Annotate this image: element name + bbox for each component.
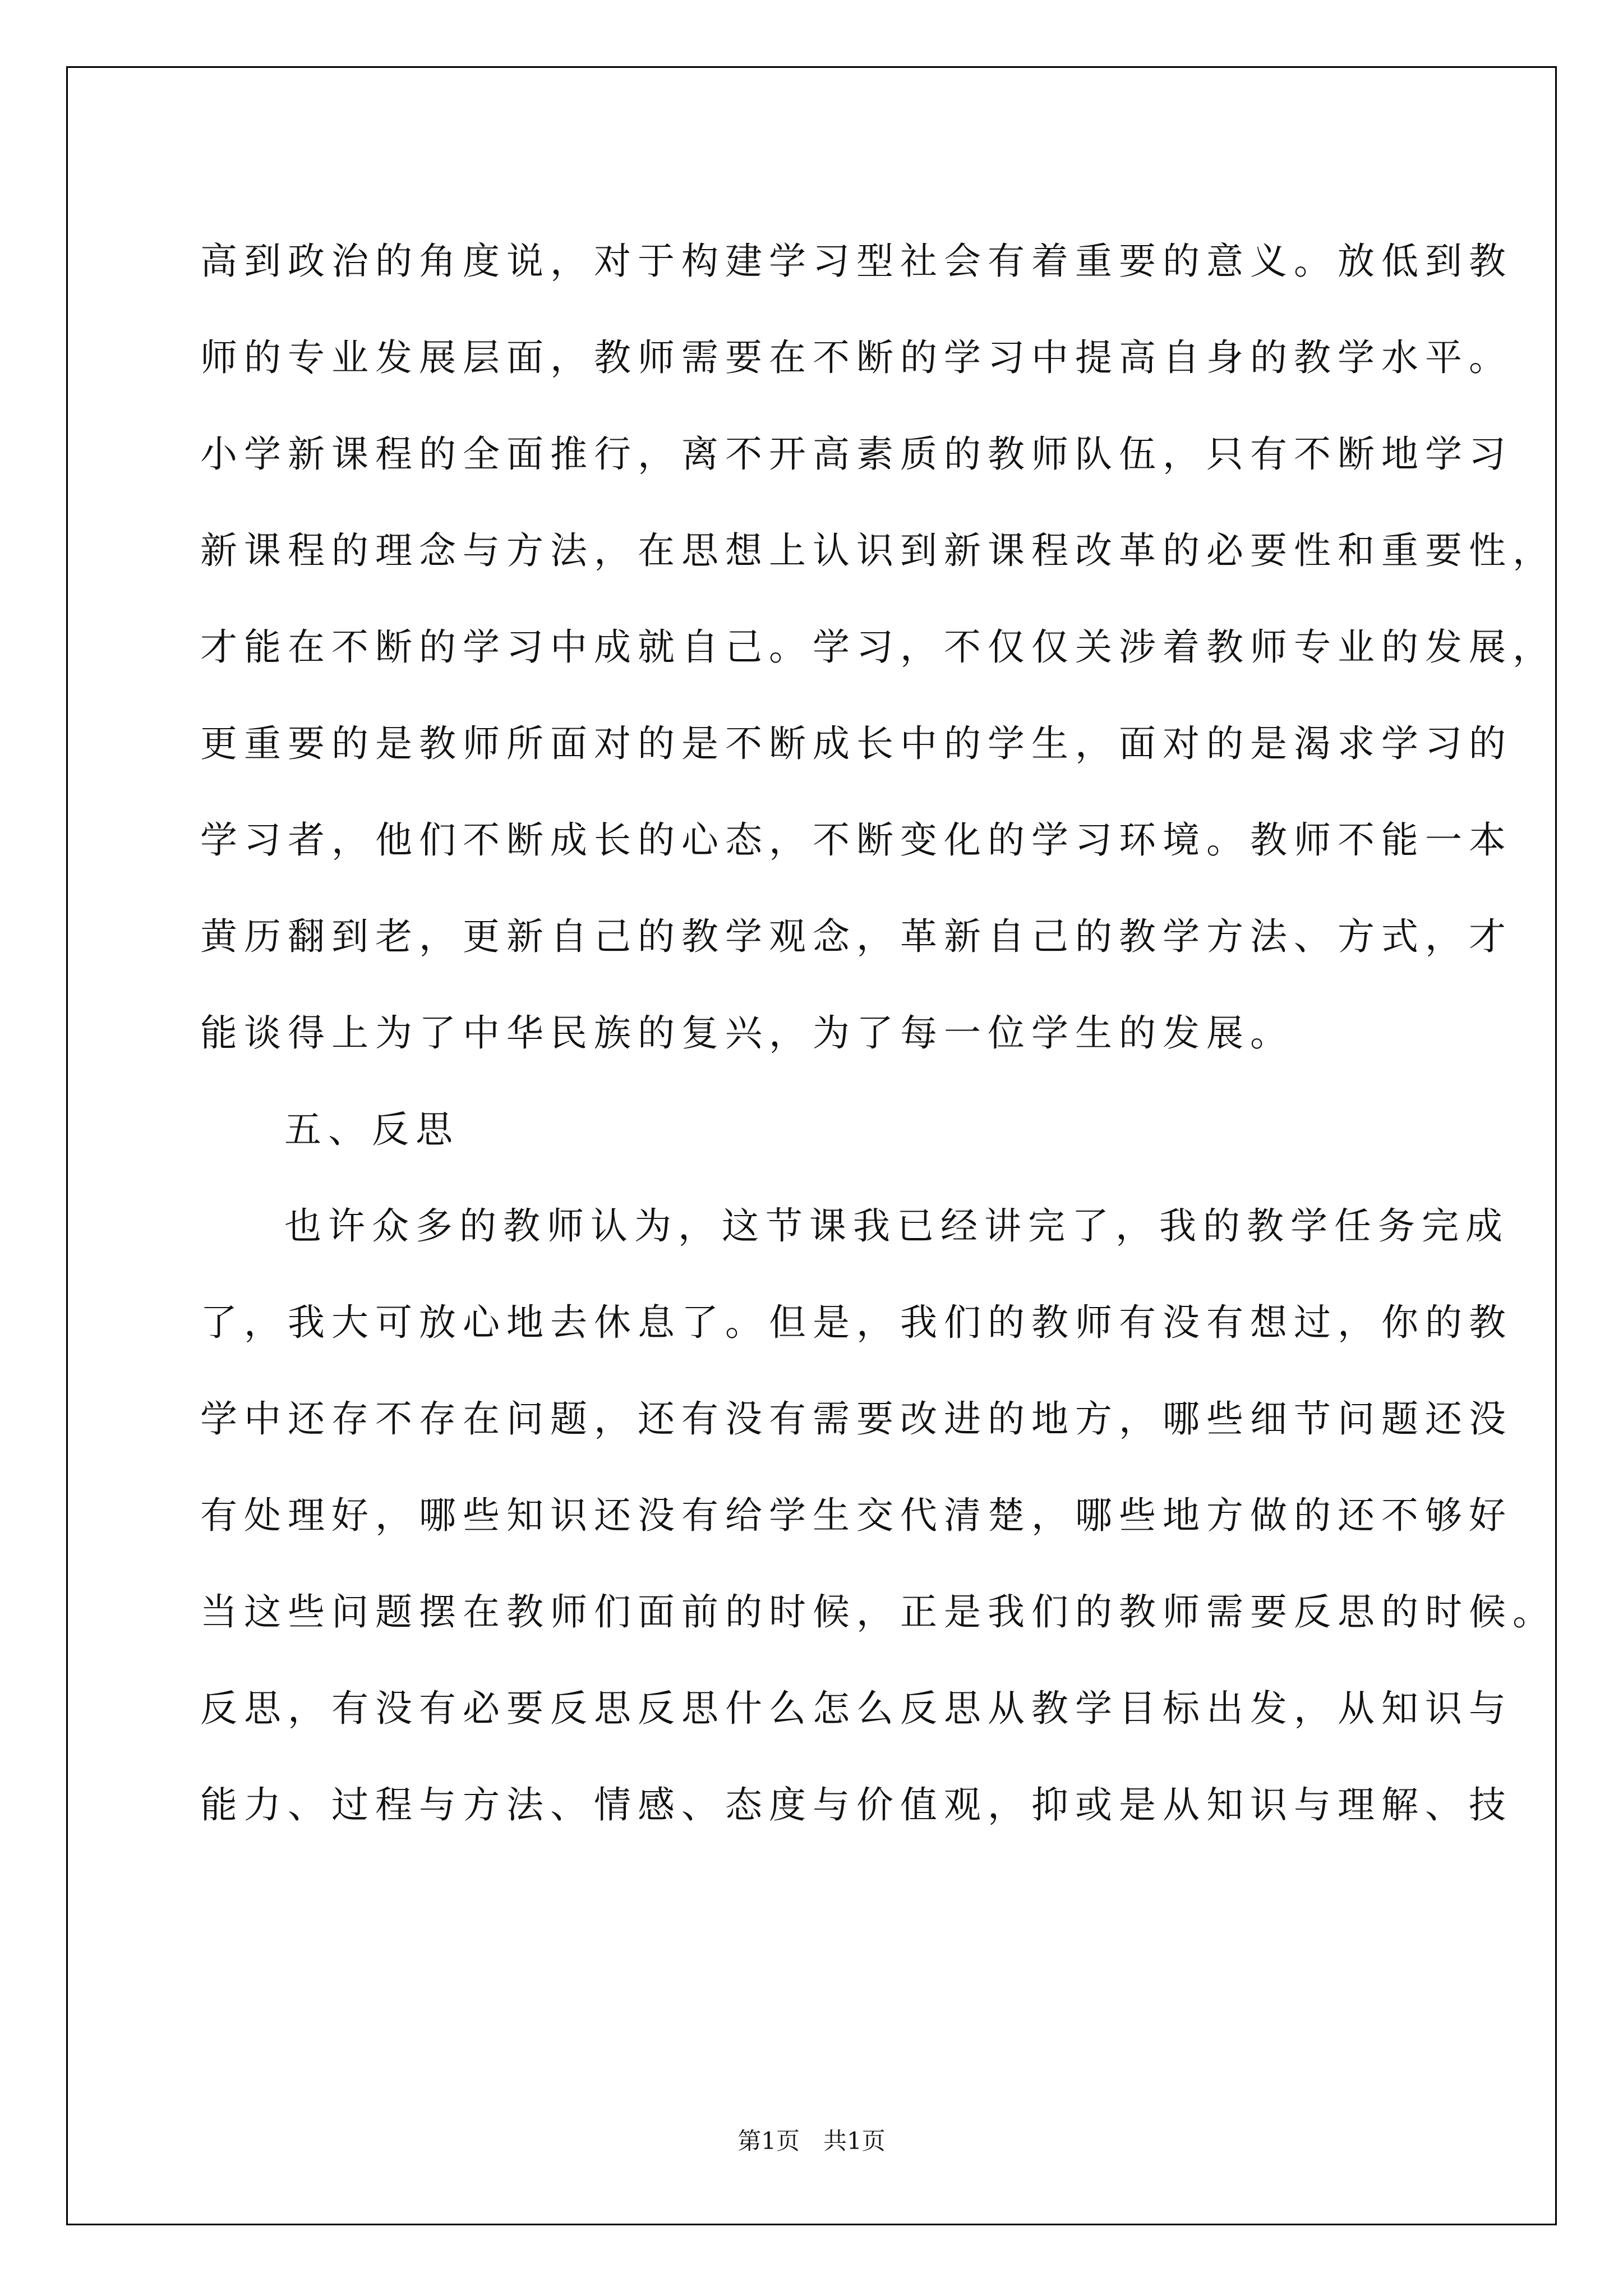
text-line: 高到政治的角度说，对于构建学习型社会有着重要的意义。放低到教 bbox=[200, 240, 1513, 283]
document-body bbox=[200, 213, 1556, 1853]
text-line: 了，我大可放心地去休息了。但是，我们的教师有没有想过，你的教 bbox=[200, 1301, 1513, 1344]
text-line: 能力、过程与方法、情感、态度与价值观，抑或是从知识与理解、技 bbox=[200, 1783, 1513, 1826]
text-line: 反思，有没有必要反思反思什么怎么反思从教学目标出发，从知识与 bbox=[200, 1687, 1513, 1730]
text-line: 新课程的理念与方法，在思想上认识到新课程改革的必要性和重要性， bbox=[200, 529, 1556, 572]
page-number-footer: 第1页 共1页 bbox=[737, 2127, 886, 2155]
text-line: 有处理好，哪些知识还没有给学生交代清楚，哪些地方做的还不够好 bbox=[200, 1494, 1513, 1537]
text-line: 能谈得上为了中华民族的复兴，为了每一位学生的发展。 bbox=[200, 1011, 1294, 1055]
text-line: 黄历翻到老，更新自己的教学观念，革新自己的教学方法、方式，才 bbox=[200, 915, 1513, 958]
text-line: 五、反思 bbox=[284, 1108, 459, 1151]
text-line: 师的专业发展层面，教师需要在不断的学习中提高自身的教学水平。 bbox=[200, 336, 1513, 379]
text-line: 也许众多的教师认为，这节课我已经讲完了，我的教学任务完成 bbox=[284, 1204, 1509, 1248]
text-line: 小学新课程的全面推行，离不开高素质的教师队伍，只有不断地学习 bbox=[200, 432, 1513, 476]
text-line: 才能在不断的学习中成就自己。学习，不仅仅关涉着教师专业的发展， bbox=[200, 625, 1556, 669]
text-line: 学中还存不存在问题，还有没有需要改进的地方，哪些细节问题还没 bbox=[200, 1397, 1513, 1441]
text-line: 更重要的是教师所面对的是不断成长中的学生，面对的是渴求学习的 bbox=[200, 722, 1513, 765]
text-line: 学习者，他们不断成长的心态，不断变化的学习环境。教师不能一本 bbox=[200, 818, 1513, 862]
text-line: 当这些问题摆在教师们面前的时候，正是我们的教师需要反思的时候。 bbox=[200, 1590, 1556, 1634]
